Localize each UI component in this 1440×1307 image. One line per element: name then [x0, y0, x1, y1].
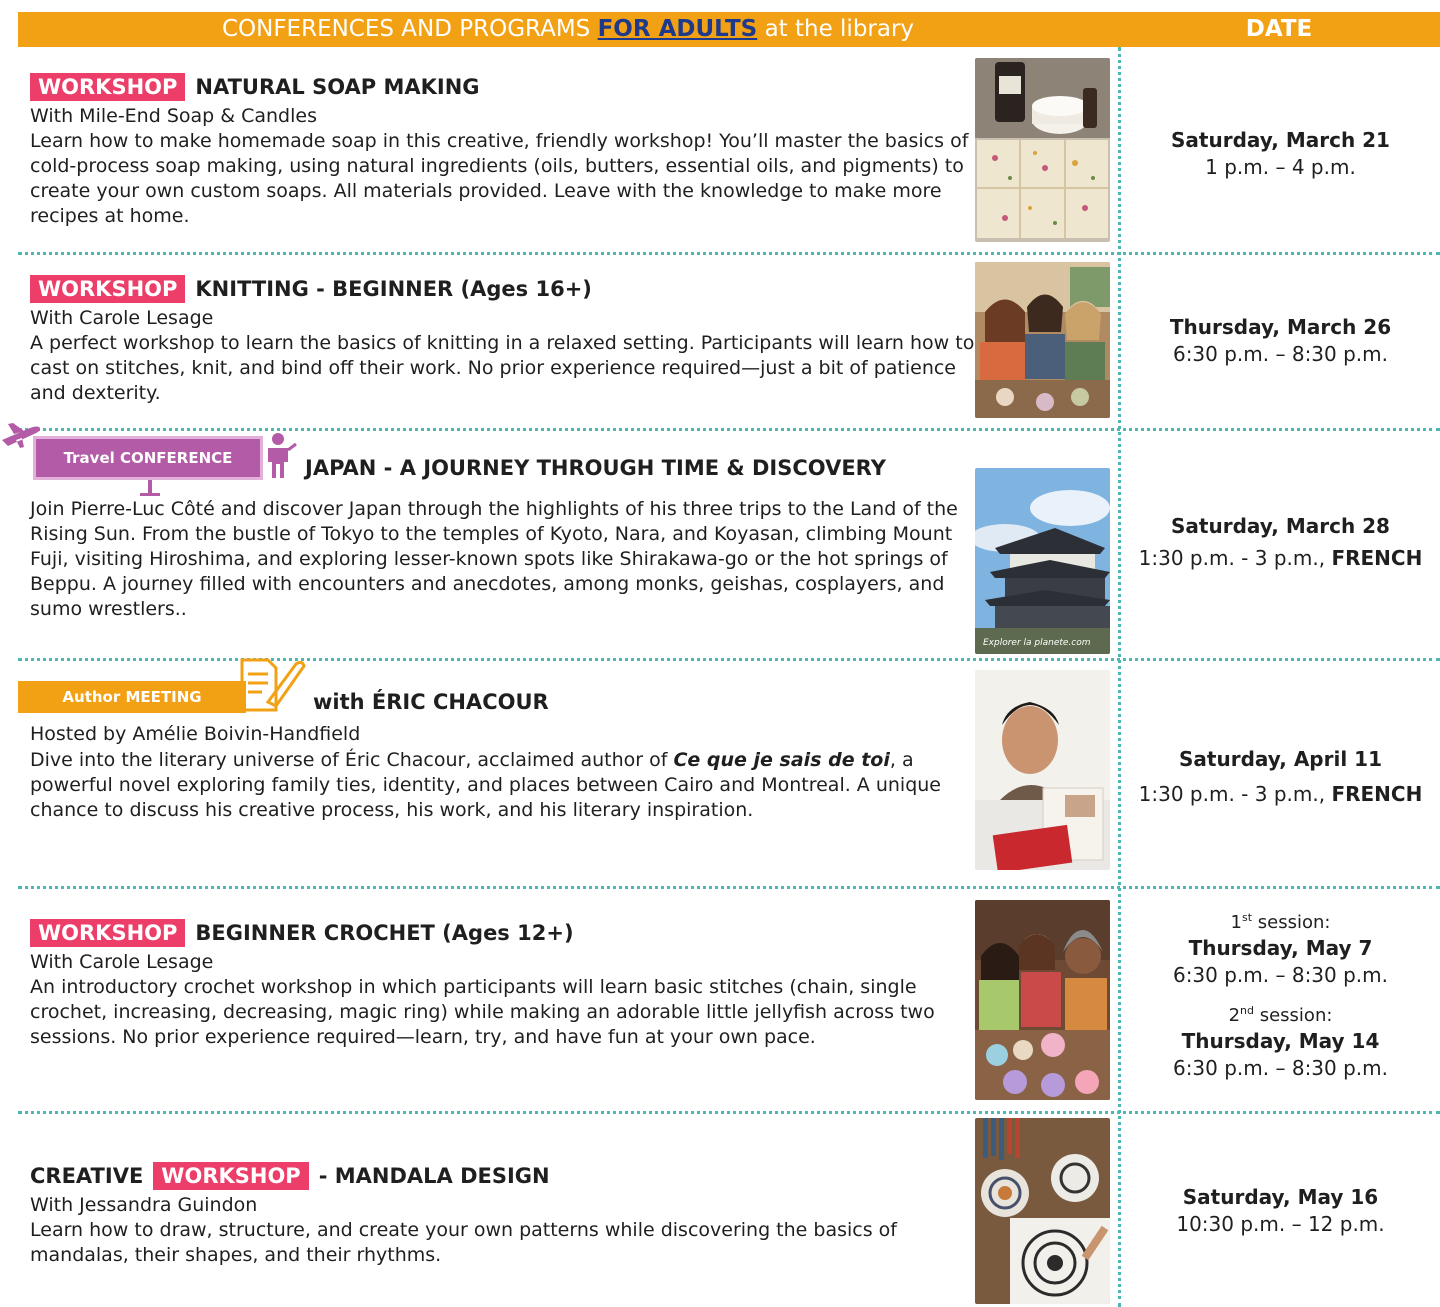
event-host: With Jessandra Guindon	[30, 1194, 258, 1216]
travel-conference-badge	[33, 436, 263, 480]
header-bar	[18, 12, 1440, 47]
event-description: An introductory crochet workshop in which participants will learn basic stitches (chain, single crochet, increasing, decreasing, magic ring) while making an adorable little jellyfish across two sessions. No prior experience required—learn, try, and have fun at your own pace.	[30, 976, 935, 1048]
event-description: Learn how to draw, structure, and create your own patterns while discovering the basics of mandalas, their shapes, and their rhythms.	[30, 1219, 897, 1266]
event-host: With Mile-End Soap & Candles	[30, 105, 317, 127]
header-title-accent: FOR ADULTS	[597, 16, 758, 42]
row-divider	[18, 1111, 1440, 1114]
header-date-label: DATE	[1245, 16, 1313, 42]
event-title: JAPAN - A JOURNEY THROUGH TIME & DISCOVERY	[305, 456, 886, 480]
event-date	[1121, 127, 1440, 181]
header-title-pre: CONFERENCES AND PROGRAMS	[221, 16, 591, 42]
event-title-line	[30, 916, 975, 950]
event-title-pre: CREATIVE	[30, 1164, 144, 1188]
event-description: Join Pierre-Luc Côté and discover Japan through the highlights of his three trips to the Land of the Rising Sun. From the bustle of Tokyo to the temples of Kyoto, Nara, and Koyasan, climbing Mount Fuji, visiting Hiroshima, and exploring lesser-known spots like Shirakawa-go or the hot springs of Beppu. A journey filled with encounters and anecdotes, among monks, geishas, cosplayers, and sumo wrestlers..	[30, 498, 958, 620]
description-text: Dive into the literary universe of Éric Chacour, acclaimed author of	[30, 749, 668, 771]
session1-text: session:	[1252, 912, 1331, 933]
date-day: Thursday, March 26	[1169, 315, 1392, 339]
session1-day: Thursday, May 7	[1188, 936, 1373, 960]
event-date	[1121, 746, 1440, 808]
event-title-line	[30, 1159, 975, 1193]
event-description: A perfect workshop to learn the basics of knitting in a relaxed setting. Participants will learn how to cast on stitches, knit, and bind off their work. No prior experience required—just a bit of patience and dexterity.	[30, 332, 975, 404]
date-day: Saturday, April 11	[1179, 747, 1382, 771]
photo-caption: Explorer la planete.com	[983, 638, 1091, 648]
header-title-post: at the library	[764, 16, 915, 42]
event-title: with ÉRIC CHACOUR	[313, 690, 549, 714]
session1-time: 6:30 p.m. – 8:30 p.m.	[1172, 963, 1389, 987]
session1-label	[1121, 906, 1440, 935]
session2-text: session:	[1254, 1005, 1333, 1026]
event-date	[1121, 314, 1440, 368]
event-host: With Carole Lesage	[30, 307, 214, 329]
date-language: FRENCH	[1331, 782, 1423, 806]
date-time: 10:30 p.m. – 12 p.m.	[1176, 1212, 1385, 1236]
event-date	[1121, 513, 1440, 572]
event-host: Hosted by Amélie Boivin-Handfield	[30, 723, 361, 745]
workshop-badge: WORKSHOP	[30, 275, 185, 303]
row-divider	[18, 252, 1440, 255]
session1-suffix: st	[1241, 911, 1253, 924]
row-divider	[18, 886, 1440, 889]
date-time-line	[1121, 545, 1440, 572]
event-title: BEGINNER CROCHET (Ages 12+)	[195, 921, 574, 945]
crochet-photo	[975, 900, 1110, 1100]
date-time: 6:30 p.m. – 8:30 p.m.	[1172, 342, 1389, 366]
header-title	[18, 12, 1118, 47]
travel-conference-label: Travel CONFERENCE	[63, 449, 233, 467]
knitting-photo	[975, 262, 1110, 418]
session2-time: 6:30 p.m. – 8:30 p.m.	[1172, 1056, 1389, 1080]
easel-stand-icon	[140, 480, 160, 498]
event-description	[30, 748, 955, 823]
japan-castle-photo	[975, 468, 1110, 654]
event-title: KNITTING - BEGINNER (Ages 16+)	[195, 277, 592, 301]
date-language: FRENCH	[1331, 546, 1423, 570]
row-divider	[18, 658, 1440, 661]
event-title-line	[30, 70, 975, 104]
presenter-icon	[262, 432, 298, 478]
row-divider	[18, 428, 1440, 431]
date-day: Saturday, May 16	[1182, 1185, 1379, 1209]
date-time: 1:30 p.m. - 3 p.m.,	[1138, 782, 1326, 806]
date-time: 1:30 p.m. - 3 p.m.,	[1138, 546, 1326, 570]
crochet-dates	[1121, 906, 1440, 1082]
workshop-badge: WORKSHOP	[153, 1162, 308, 1190]
date-time: 1 p.m. – 4 p.m.	[1205, 155, 1356, 179]
event-description: Learn how to make homemade soap in this creative, friendly workshop! You’ll master the basics of cold-process soap making, using natural ingredients (oils, butters, essential oils, and pigments) to create your own custom soaps. All materials provided. Leave with the knowledge to make more recipes at home.	[30, 130, 969, 227]
event-title: NATURAL SOAP MAKING	[195, 75, 480, 99]
session2-day: Thursday, May 14	[1181, 1029, 1380, 1053]
event-host: With Carole Lesage	[30, 951, 214, 973]
soap-photo	[975, 58, 1110, 242]
writing-document-icon	[240, 656, 310, 714]
author-meeting-label: Author MEETING	[62, 688, 202, 706]
workshop-badge: WORKSHOP	[30, 919, 185, 947]
date-day: Saturday, March 21	[1171, 128, 1390, 152]
session1-number: 1	[1230, 912, 1242, 933]
book-title: Ce que je sais de toi	[673, 749, 890, 771]
event-title-post: - MANDALA DESIGN	[318, 1164, 550, 1188]
event-soap-making	[30, 70, 975, 229]
column-divider	[1118, 47, 1121, 1307]
date-day: Saturday, March 28	[1171, 514, 1390, 538]
workshop-badge: WORKSHOP	[30, 73, 185, 101]
session2-number: 2	[1228, 1005, 1241, 1026]
date-time-line	[1121, 781, 1440, 808]
event-title-line	[30, 272, 975, 306]
description-text: , a powerful novel exploring family ties, identity, and places between Cairo and Montreal. A unique chance to discuss his creative process, his work, and his literary inspiration.	[30, 749, 941, 821]
event-crochet	[30, 916, 975, 1050]
event-date	[1121, 1184, 1440, 1238]
mandala-photo	[975, 1118, 1110, 1304]
session2-label	[1121, 999, 1440, 1028]
author-meeting-badge	[18, 681, 246, 713]
author-photo	[975, 670, 1110, 870]
event-mandala	[30, 1159, 975, 1268]
session2-suffix: nd	[1240, 1004, 1254, 1017]
event-knitting	[30, 272, 975, 406]
